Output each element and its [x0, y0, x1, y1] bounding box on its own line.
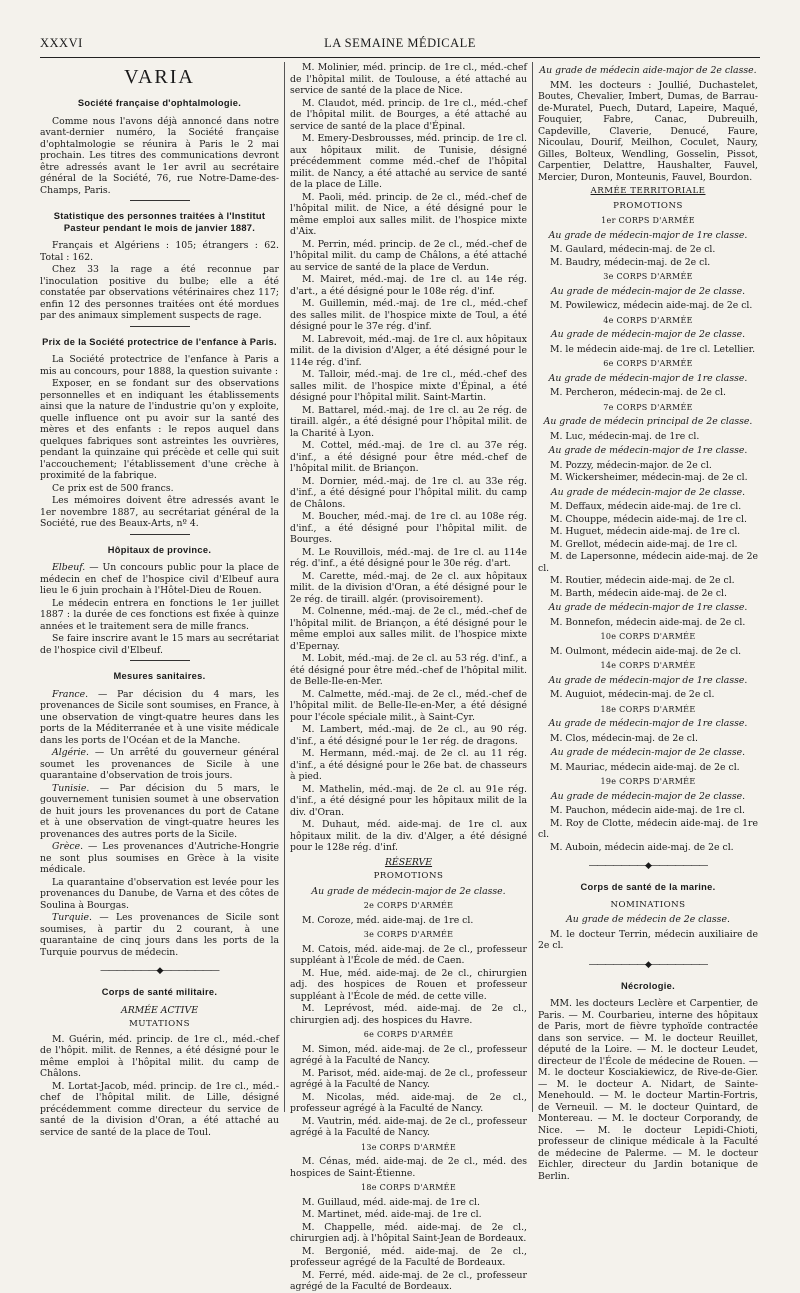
list-item: M. Claudot, méd. princip. de 1re cl., méd.-chef de l'hôpital milit. de Bourges, a été attaché au service de santé de la place d'Épinal. — [290, 97, 527, 132]
list-item: M. le médecin aide-maj. de 1re cl. Letellier. — [550, 343, 756, 355]
paragraph-text: — Les provenances d'Autriche-Hongrie ne sont plus soumises en Grèce à la visite médicale. — [40, 841, 279, 875]
list-item: M. Martinet, méd. aide-maj. de 1re cl. — [302, 1209, 482, 1220]
list-item: M. Boucher, méd.-maj. de 1re cl. au 108e rég. d'inf., a été désigné pour l'hôpital milit. de Bourges. — [290, 511, 527, 545]
list-item: M. Simon, méd. aide-maj. de 2e cl., professeur agrégé à la Faculté de Nancy. — [290, 1043, 527, 1066]
list-item: M. Carette, méd.-maj. de 2e cl. aux hôpitaux milit. de la division d'Oran, a été désigné pour le 2e rég. de tiraill. algér. (provisoirement). — [290, 570, 527, 605]
running-header — [40, 36, 760, 54]
corps-heading: 6e CORPS D'ARMÉE — [363, 1030, 454, 1039]
corps-heading: 10e CORPS D'ARMÉE — [600, 632, 696, 641]
paragraph — [40, 689, 279, 747]
subheading: RÉSERVE — [384, 856, 433, 868]
list-item: M. Grellot, médecin aide-maj. de 1re cl. — [550, 538, 738, 550]
paragraph: MM. les docteurs : Joullié, Duchastelet, Boutes, Chevalier, Imbert, Dumas, de Barrau-de-Muratel, Puech, Dutard, Lapeire, Maqué, Fouquier, Fabre, Canac, Dubreuilh, Capdeville, Claverie, Denucé, Faure, Nicoulau, Dourif, Meilhon, Coculet, Naury, Gilles, Bolteux, Wendling, Gosselin, Pissot, Carpentier, Delattre, Haushalter, Fauvel, Mercier, Duron, Monteunis, Fauvel, Bourdon. — [538, 79, 758, 183]
paragraph — [40, 841, 279, 876]
list-item: M. Ferré, méd. aide-maj. de 2e cl., professeur agrégé de la Faculté de Bordeaux. — [290, 1269, 527, 1292]
paragraph-text: — Par décision du 4 mars, les provenances de Sicile sont soumises, en France, à une observation de vingt-quatre heures dans les ports de la Méditerranée et à une visite médicale dans les ports de l'Océan et de la Manche. — [40, 688, 279, 746]
corps-heading: 14e CORPS D'ARMÉE — [600, 661, 696, 670]
paragraph: Le médecin entrera en fonctions le 1er juillet 1887 : la durée de ces fonctions est fixée à quinze années et le traitement sera de mille francs. — [40, 597, 279, 632]
subheading: ARMÉE ACTIVE — [121, 1004, 198, 1016]
paragraph: Comme nous l'avons déjà annoncé dans notre avant-dernier numéro, la Société française d'ophtalmologie se réunira à Paris le 2 mai prochain. Les titres des communications devront être adressés avant le 1er avril au secrétaire général de la Société, 76, rue Notre-Dame-des-Champs, Paris. — [40, 115, 279, 196]
paragraph: M. Lortat-Jacob, méd. princip. de 1re cl., méd.-chef de l'hôpital milit. de Lille, désigné précédemment comme directeur du service de santé de la division d'Oran, a été attaché au service de santé de la place de Toul. — [40, 1080, 279, 1138]
paragraph — [40, 912, 279, 958]
list-item: M. Hue, méd. aide-maj. de 2e cl., chirurgien adj. des hospices de Rouen et professeur suppléant à l'École de méd. de cette ville. — [290, 967, 527, 1002]
paragraph: MM. les docteurs Leclère et Carpentier, de Paris. — M. Courbarieu, interne des hôpitaux de Paris, mort de fièvre typhoïde contractée dans son service. — M. le docteur Reuillet, député de la Loire. — M. le docteur Leudet, directeur de l'École de médecine de Rouen. — M. le docteur Kosciakiewicz, de Rive-de-Gier. — M. le docteur A. Nidart, de Sainte-Menehould. — M. le docteur Martin-Fortris, de Verneuil. — M. le docteur Quintard, de Montereau. — M. le docteur Corporandy, de Nice. — M. le docteur Lepidi-Chioti, professeur de clinique médicale à la Faculté de médecine de Palerme. — M. le docteur Eichler, directeur du Jardin botanique de Berlin. — [538, 998, 758, 1182]
corps-heading: 1er CORPS D'ARMÉE — [601, 216, 695, 225]
list-item: M. Roy de Clotte, médecin aide-maj. de 1re cl. — [538, 817, 758, 840]
list-item: M. Deffaux, médecin aide-maj. de 1re cl. — [550, 501, 742, 512]
article-heading: Hôpitaux de province. — [107, 544, 212, 555]
list-item: M. Bergonié, méd. aide-maj. de 2e cl., professeur agrégé de la Faculté de Bordeaux. — [290, 1245, 527, 1268]
paragraph: Se faire inscrire avant le 15 mars au secrétariat de l'hospice civil d'Elbeuf. — [40, 633, 279, 656]
paragraph-text: — Un concours public pour la place de médecin en chef de l'hospice civil d'Elbeuf aura lieu le 6 juin prochain à l'Hôtel-Dieu de Rouen. — [40, 562, 279, 596]
subheading: PROMOTIONS — [373, 871, 444, 881]
article-heading: Prix de la Société protectrice de l'enfance à Paris. — [42, 336, 277, 347]
list-item: M. Dornier, méd.-maj. de 1re cl. au 33e rég. d'inf., a été désigné pour l'hôpital milit. du camp de Châlons. — [290, 475, 527, 510]
list-item: M. Huguet, médecin aide-maj. de 1re cl. — [550, 526, 741, 537]
list-item: M. Guillemin, méd.-maj. de 1re cl., méd.-chef des salles milit. de l'hospice mixte de Toul, a été désigné pour le 37e rég. d'inf. — [290, 298, 527, 332]
subheading: PROMOTIONS — [613, 200, 683, 211]
grade-heading: Au grade de médecin-major de 1re classe. — [548, 718, 748, 729]
grade-heading: Au grade de médecin de 2e classe. — [566, 914, 730, 925]
grade-heading: Au grade de médecin-major de 2e classe. — [550, 790, 746, 802]
list-item: M. Barth, médecin aide-maj. de 2e cl. — [550, 587, 727, 599]
list-item: M. Clos, médecin-maj. de 2e cl. — [550, 732, 698, 744]
list-item: M. Bonnefon, médecin aide-maj. de 2e cl. — [550, 616, 746, 628]
list-item: M. le docteur Terrin, médecin auxiliaire de 2e cl. — [538, 928, 758, 951]
list-item: M. Emery-Desbrousses, méd. princip. de 1re cl. aux hôpitaux milit. de Tunisie, désigné précédemment comme méd.-chef de l'hôpital milit. de Nancy, a été attaché au service de santé de la place de Lille. — [290, 133, 527, 190]
list-item: M. Chouppe, médecin aide-maj. de 1re cl. — [550, 513, 747, 525]
grade-heading: Au grade de médecin-major de 2e classe. — [550, 747, 746, 758]
paragraph — [40, 747, 279, 782]
journal-title: LA SEMAINE MÉDICALE — [324, 36, 476, 50]
list-item: M. Catois, méd. aide-maj. de 2e cl., professeur suppléant à l'École de méd. de Caen. — [290, 943, 527, 966]
corps-heading: 3e CORPS D'ARMÉE — [363, 930, 454, 939]
list-item: M. Guillaud, méd. aide-maj. de 1re cl. — [302, 1196, 480, 1208]
country-name: Grèce. — [52, 841, 84, 852]
article-heading: Corps de santé de la marine. — [580, 882, 716, 892]
list-item: M. Colnenne, méd.-maj. de 2e cl., méd.-chef de l'hôpital milit. de Briançon, a été désigné pour le même emploi aux salles milit. de l'hospice mixte d'Epernay. — [290, 606, 527, 652]
paragraph-text: — Les provenances de Sicile sont soumises, à partir du 2 courant, à une quarantaine de cinq jours dans les ports de la Turquie pourvus de médecin. — [40, 912, 279, 958]
list-item: M. Wickersheimer, médecin-maj. de 2e cl. — [550, 472, 748, 483]
article-heading: Mesures sanitaires. — [113, 671, 206, 681]
grade-heading: Au grade de médecin-major de 1re classe. — [548, 372, 748, 384]
corps-heading: 19e CORPS D'ARMÉE — [600, 777, 696, 786]
grade-heading: Au grade de médecin-major de 1re classe. — [548, 229, 748, 241]
corps-heading: 7e CORPS D'ARMÉE — [603, 402, 693, 412]
grade-heading: Au grade de médecin-major de 2e classe. — [550, 486, 746, 498]
article-heading: Société française d'ophtalmologie. — [77, 98, 242, 108]
list-item: M. Battarel, méd.-maj. de 1re cl. au 2e rég. de tiraill. algér., a été désigné pour l'hôpital milit. de la Charité à Lyon. — [290, 404, 527, 439]
article-heading: Nécrologie. — [621, 980, 675, 991]
separator — [130, 534, 190, 535]
grade-heading: Au grade de médecin-major de 1re classe. — [548, 445, 748, 456]
list-item: M. Pozzy, médecin-major. de 2e cl. — [550, 459, 712, 471]
paragraph-text: — Par décision du 5 mars, le gouvernement tunisien soumet à une observation de huit jours les provenances du port de Catane et à une observation de vingt-quatre heures les provenances des autres ports de la Sicile. — [40, 782, 279, 840]
paragraph: Français et Algériens : 105; étrangers : 62. Total : 162. — [40, 240, 279, 263]
separator — [130, 660, 190, 661]
list-item: M. Pauchon, médecin aide-maj. de 1re cl. — [550, 805, 746, 816]
list-item: M. Paoli, méd. princip. de 2e cl., méd.-chef de l'hôpital milit. de Nice, a été désigné pour le même emploi aux salles milit. de l'hospice mixte d'Aix. — [290, 191, 527, 237]
list-item: M. Nicolas, méd. aide-maj. de 2e cl., professeur agrégé à la Faculté de Nancy. — [290, 1091, 527, 1114]
list-item: M. Molinier, méd. princip. de 1re cl., méd.-chef de l'hôpital milit. de Toulouse, a été attaché au service de santé de la place de Nice. — [290, 62, 527, 96]
separator — [130, 200, 190, 201]
list-item: M. Auguiot, médecin-maj. de 2e cl. — [550, 689, 715, 700]
list-item: M. Vautrin, méd. aide-maj. de 2e cl., professeur agrégé à la Faculté de Nancy. — [290, 1115, 527, 1138]
country-name: Algérie. — [52, 747, 90, 758]
paragraph: La quarantaine d'observation est levée pour les provenances du Danube, de Varna et des côtes de Soulina à Bourgas. — [40, 876, 279, 911]
corps-heading: 6e CORPS D'ARMÉE — [603, 359, 693, 368]
list-item: M. Labrevoit, méd.-maj. de 1re cl. aux hôpitaux milit. de la division d'Alger, a été désigné pour le 114e rég. d'inf. — [290, 333, 527, 368]
list-item: M. Parisot, méd. aide-maj. de 2e cl., professeur agrégé à la Faculté de Nancy. — [290, 1067, 527, 1090]
list-item: M. Perrin, méd. princip. de 2e cl., méd.-chef de l'hôpital milit. du camp de Châlons, a été attaché au service de santé de la place de Verdun. — [290, 238, 527, 273]
list-item: M. Le Rouvillois, méd.-maj. de 1re cl. au 114e rég. d'inf., a été désigné pour le 30e rég. d'art. — [290, 546, 527, 569]
grade-heading: Au grade de médecin-major de 2e classe. — [550, 329, 746, 340]
list-item: M. Baudry, médecin-maj. de 2e cl. — [550, 256, 711, 268]
article-heading: Corps de santé militaire. — [101, 987, 218, 997]
separator — [130, 326, 190, 327]
article-heading: Statistique des personnes traitées à l'Institut Pasteur pendant le mois de janvier 1887. — [53, 211, 266, 233]
column-divider — [284, 62, 285, 1112]
list-item: M. Calmette, méd.-maj. de 2e cl., méd.-chef de l'hôpital milit. de Belle-Ile-en-Mer, a été désigné pour l'école spéciale milit., à Saint-Cyr. — [290, 688, 527, 723]
paragraph — [40, 562, 279, 597]
column-divider — [532, 62, 533, 1112]
grade-heading: Au grade de médecin-major de 2e classe. — [311, 885, 506, 897]
column-2 — [290, 62, 527, 1292]
list-item: M. Mauriac, médecin aide-maj. de 2e cl. — [550, 761, 740, 773]
corps-heading: 4e CORPS D'ARMÉE — [603, 315, 693, 325]
corps-heading: 18e CORPS D'ARMÉE — [361, 1183, 456, 1192]
list-item: M. Leprévost, méd. aide-maj. de 2e cl., chirurgien adj. des hospices du Havre. — [290, 1003, 527, 1026]
grade-heading: Au grade de médecin-major de 2e classe. — [550, 285, 746, 297]
list-item: M. Cénas, méd. aide-maj. de 2e cl., méd. des hospices de Saint-Étienne. — [290, 1156, 527, 1179]
paragraph: M. Guérin, méd. princip. de 1re cl., méd.-chef de l'hôpit. milit. de Rennes, a été désigné pour le même emploi à l'hôpital milit. du camp de Châlons. — [40, 1033, 279, 1079]
ornament-divider: ―――――――◆――――――― — [589, 959, 707, 970]
list-item: M. Lobit, méd.-maj. de 2e cl. au 53 rég. d'inf., a été désigné pour être méd.-chef de l'hôpital milit. de Belle-Ile-en-Mer. — [290, 653, 527, 687]
paragraph — [40, 783, 279, 841]
list-item: M. Hermann, méd.-maj. de 2e cl. au 11 rég. d'inf., a été désigné pour le 26e bat. de chasseurs à pied. — [290, 748, 527, 782]
list-item: M. de Lapersonne, médecin aide-maj. de 2e cl. — [538, 551, 758, 574]
ornament-divider: ―――――――◆――――――― — [589, 861, 707, 871]
header-rule — [40, 57, 760, 58]
list-item: M. Coroze, méd. aide-maj. de 1re cl. — [302, 914, 474, 926]
country-name: Turquie. — [52, 912, 93, 923]
paragraph: Exposer, en se fondant sur des observations personnelles et en indiquant les établissements ainsi que la nature de l'industrie qu'on y exploite, quelle influence ont pu avoir sur la santé des mères et des enfants : le repos auquel dans quelques fabriques sont astreintes les ouvrières, pendant la quinzaine qui précède et celle qui suit l'accouchement; l'établissement d'une crèche à proximité de la fabrique. — [40, 378, 279, 481]
corps-heading: 13e CORPS D'ARMÉE — [361, 1142, 456, 1152]
corps-heading: 2e CORPS D'ARMÉE — [363, 901, 454, 910]
list-item: M. Mairet, méd.-maj. de 1re cl. au 14e rég. d'art., a été désigné pour le 108e rég. d'inf. — [290, 274, 527, 297]
list-item: M. Lambert, méd.-maj. de 2e cl., au 90 rég. d'inf., a été désigné pour le 1er rég. de dragons. — [290, 724, 527, 747]
list-item: M. Mathelin, méd.-maj. de 2e cl. au 91e rég. d'inf., a été désigné pour les hôpitaux milit de la div. d'Oran. — [290, 783, 527, 818]
country-name: Tunisie. — [52, 782, 90, 794]
subheading: MUTATIONS — [128, 1019, 191, 1029]
list-item: M. Chappelle, méd. aide-maj. de 2e cl., chirurgien adj. à l'hôpital Saint-Jean de Bordeaux. — [290, 1221, 527, 1244]
grade-heading: Au grade de médecin-major de 1re classe. — [548, 602, 748, 613]
column-3 — [538, 62, 758, 1182]
list-item: M. Talloir, méd.-maj. de 1re cl., méd.-chef des salles milit. de l'hospice mixte d'Épinal, a été désigné pour l'hôpital milit. Saint-Martin. — [290, 369, 527, 403]
list-item: M. Routier, médecin aide-maj. de 2e cl. — [550, 575, 735, 586]
place-name: Elbeuf. — [52, 562, 86, 573]
mutation-list — [290, 62, 527, 854]
paragraph: Chez 33 la rage a été reconnue par l'inoculation positive du bulbe; elle a été constatée par observations vétérinaires chez 117; enfin 12 des personnes traitées ont été mordues par des animaux simplement suspects de rage. — [40, 264, 279, 321]
list-item: M. Percheron, médecin-maj. de 2e cl. — [550, 387, 726, 398]
subheading: ARMÉE TERRITORIALE — [590, 186, 706, 196]
page-number: XXXVI — [40, 36, 83, 50]
corps-heading: 3e CORPS D'ARMÉE — [603, 272, 693, 281]
list-item: M. Duhaut, méd. aide-maj. de 1re cl. aux hôpitaux milit. de la div. d'Alger, a été désigné pour le 128e rég. d'inf. — [290, 819, 527, 853]
grade-heading: Au grade de médecin principal de 2e classe. — [543, 416, 753, 427]
list-item: M. Oulmont, médecin aide-maj. de 2e cl. — [550, 645, 742, 657]
list-item: M. Luc, médecin-maj. de 1re cl. — [550, 430, 700, 442]
list-item: M. Cottel, méd.-maj. de 1re cl. au 37e rég. d'inf., a été désigné pour être méd.-chef de l'hôpital milit. de Briançon. — [290, 440, 527, 474]
paragraph: Ce prix est de 500 francs. — [52, 482, 174, 494]
section-title: VARIA — [124, 66, 195, 88]
grade-heading: Au grade de médecin-major de 1re classe. — [548, 674, 748, 686]
subheading: NOMINATIONS — [610, 899, 686, 910]
paragraph: La Société protectrice de l'enfance à Paris a mis au concours, pour 1888, la question suivante : — [40, 354, 279, 377]
list-item: M. Powilewicz, médecin aide-maj. de 2e cl. — [550, 300, 753, 311]
list-item: M. Gaulard, médecin-maj. de 2e cl. — [550, 244, 716, 255]
corps-heading: 18e CORPS D'ARMÉE — [600, 704, 696, 714]
list-item: M. Auboin, médecin aide-maj. de 2e cl. — [550, 841, 734, 853]
grade-heading: Au grade de médecin aide-major de 2e classe. — [539, 65, 757, 76]
paragraph: Les mémoires doivent être adressés avant le 1er novembre 1887, au secrétariat général de la Société, rue des Beaux-Arts, nº 4. — [40, 495, 279, 529]
column-1 — [40, 62, 279, 1138]
paragraph-text: — Un arrêté du gouverneur général soumet les provenances de Sicile à une quarantaine d'observation de trois jours. — [40, 747, 279, 781]
ornament-divider: ―――――――◆――――――― — [100, 966, 219, 976]
country-name: France. — [52, 688, 89, 700]
